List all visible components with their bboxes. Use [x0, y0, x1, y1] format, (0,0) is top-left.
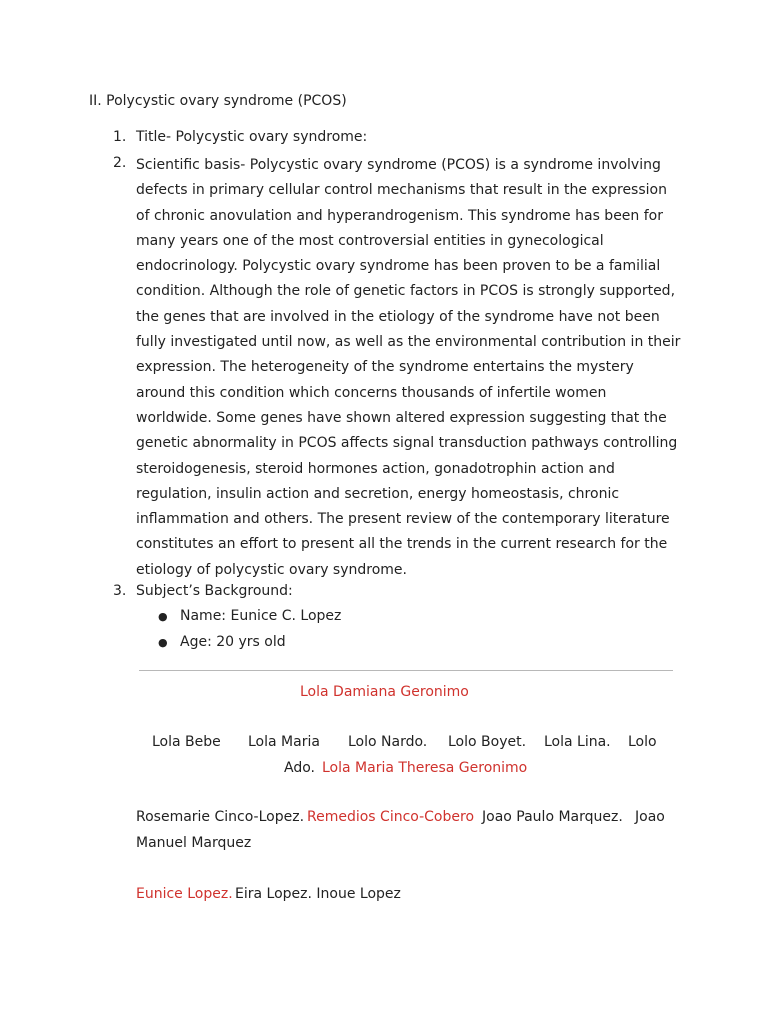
- paragraph-line: worldwide. Some genes have shown altered expression suggesting that the: [136, 409, 667, 426]
- paragraph-line: Scientific basis- Polycystic ovary syndrome (PCOS) is a syndrome involving: [136, 157, 661, 173]
- family-highlight: Lola Maria Theresa Geronimo: [322, 760, 528, 776]
- paragraph-line: constitutes an effort to present all the trends in the current research for the: [136, 536, 668, 553]
- paragraph-line: around this condition which concerns thousands of infertile women: [136, 384, 607, 401]
- family-gen1: Lola Damiana Geronimo: [300, 684, 469, 700]
- family-member: Lola Maria: [248, 734, 320, 750]
- family-member: Joao Paulo Marquez.: [482, 809, 623, 825]
- list-number: 2.: [113, 155, 127, 171]
- family-member: Ado.: [284, 760, 315, 776]
- scientific-basis-paragraph: [136, 153, 681, 583]
- paragraph-line: etiology of polycystic ovary syndrome.: [136, 561, 407, 578]
- family-member: Lola Bebe: [152, 734, 221, 750]
- bullet-icon: ●: [158, 636, 168, 649]
- item-title: Subject’s Background:: [136, 583, 293, 599]
- bullet-icon: ●: [158, 610, 168, 623]
- family-member: Lola Lina.: [544, 734, 611, 750]
- subject-name: Name: Eunice C. Lopez: [180, 608, 342, 624]
- family-member: Lolo Nardo.: [348, 734, 428, 750]
- paragraph-line: defects in primary cellular control mechanisms that result in the expression: [136, 182, 667, 199]
- family-member: Manuel Marquez: [136, 835, 252, 851]
- paragraph-line: expression. The heterogeneity of the syndrome entertains the mystery: [136, 359, 634, 376]
- list-number: 1.: [113, 129, 127, 145]
- family-member: Rosemarie Cinco-Lopez.: [136, 809, 305, 825]
- paragraph-line: fully investigated until now, as well as the environmental contribution in their: [136, 334, 681, 351]
- family-member: Joao: [635, 809, 665, 825]
- paragraph-line: genetic abnormality in PCOS affects signal transduction pathways controlling: [136, 435, 678, 452]
- paragraph-line: endocrinology. Polycystic ovary syndrome has been proven to be a familial: [136, 258, 661, 275]
- paragraph-line: steroidogenesis, steroid hormones action, gonadotrophin action and: [136, 460, 615, 477]
- family-member: Eira Lopez. Inoue Lopez: [235, 886, 401, 902]
- paragraph-line: inflammation and others. The present review of the contemporary literature: [136, 511, 670, 528]
- family-member: Lolo Boyet.: [448, 734, 527, 750]
- divider: [139, 670, 673, 671]
- family-highlight: Eunice Lopez.: [136, 886, 233, 902]
- item-title: Title- Polycystic ovary syndrome:: [136, 129, 368, 145]
- subject-age: Age: 20 yrs old: [180, 634, 286, 650]
- paragraph-line: regulation, insulin action and secretion, energy homeostasis, chronic: [136, 485, 620, 502]
- paragraph-line: the genes that are involved in the etiology of the syndrome have not been: [136, 308, 660, 325]
- paragraph-line: of chronic anovulation and hyperandrogenism. This syndrome has been for: [136, 207, 663, 224]
- paragraph-line: many years one of the most controversial entities in gynecological: [136, 232, 604, 249]
- paragraph-line: condition. Although the role of genetic factors in PCOS is strongly supported,: [136, 283, 676, 300]
- family-member: Lolo: [628, 734, 657, 750]
- list-number: 3.: [113, 583, 127, 599]
- family-highlight: Remedios Cinco-Cobero: [307, 809, 475, 825]
- section-heading: II. Polycystic ovary syndrome (PCOS): [89, 93, 347, 109]
